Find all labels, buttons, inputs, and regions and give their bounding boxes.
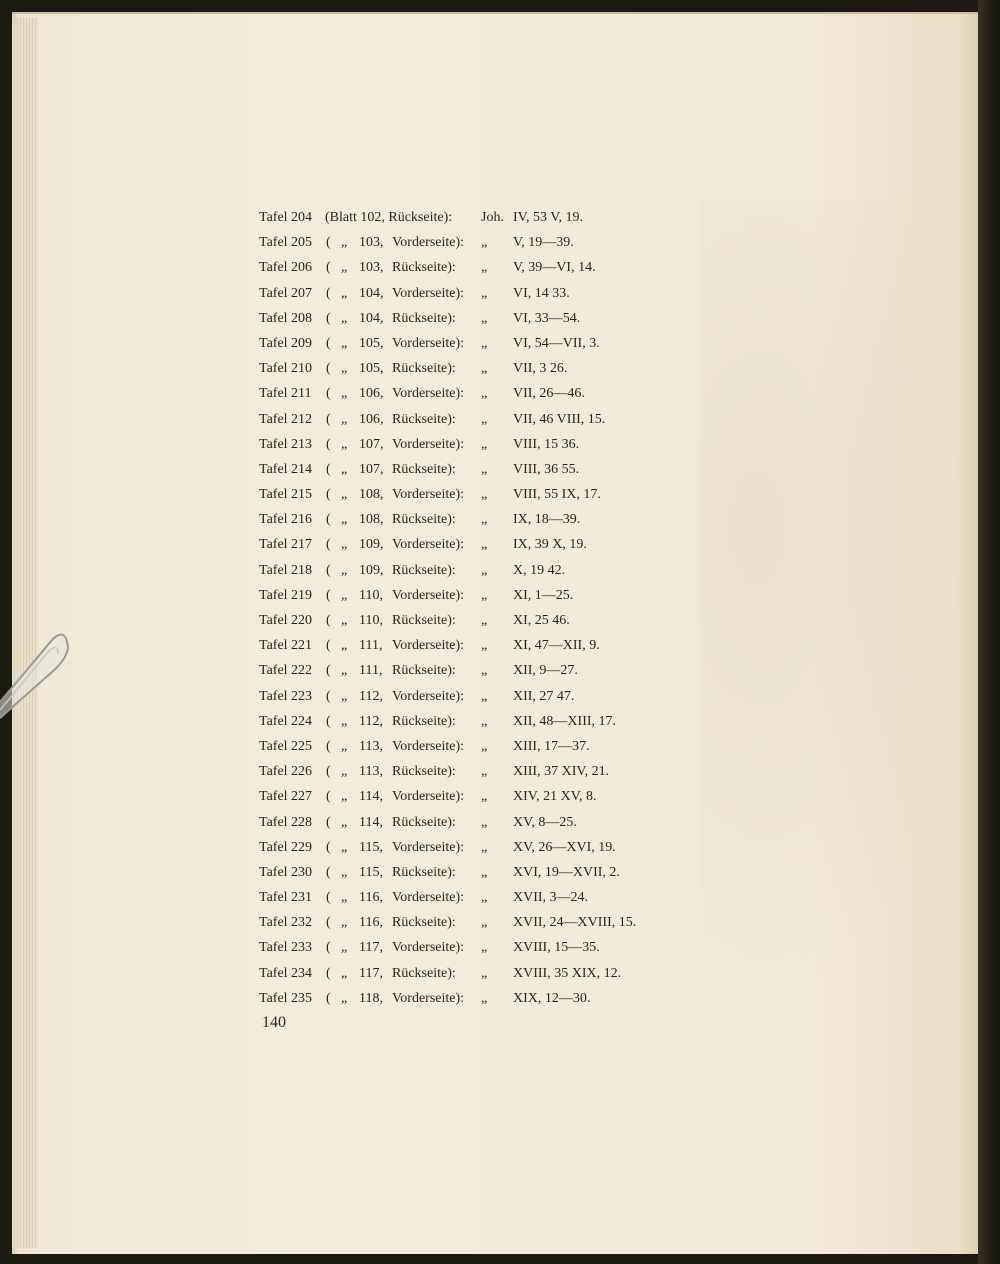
ditto-mark: „ (341, 335, 348, 351)
gospel-book: „ (481, 663, 488, 679)
blatt-open: ( (326, 310, 331, 326)
ditto-mark: „ (341, 537, 348, 553)
blatt-open: ( (326, 990, 331, 1006)
verse-range: XII, 27 47. (513, 688, 575, 704)
blatt-number: 107, (359, 461, 384, 477)
gospel-book: „ (481, 915, 488, 931)
verse-range: XIX, 12—30. (513, 990, 591, 1006)
gospel-book: „ (481, 537, 488, 553)
blatt-number: 117, (359, 965, 383, 981)
page-side: Rückseite): (392, 461, 456, 477)
ditto-mark: „ (341, 310, 348, 326)
blatt-open: ( (326, 613, 331, 628)
tafel-label: Tafel 204 (259, 210, 313, 225)
page-side: Vorderseite): (392, 638, 465, 654)
page-side: Rückseite): (392, 562, 456, 578)
tafel-label: Tafel 214 (259, 461, 313, 477)
index-row (259, 986, 679, 1011)
gospel-book: „ (481, 386, 488, 402)
index-row (259, 532, 679, 557)
page-side: Vorderseite): (392, 285, 465, 301)
ditto-mark: „ (341, 965, 348, 981)
tafel-label: Tafel 216 (259, 512, 313, 528)
blatt-number: 117, (359, 940, 383, 956)
verse-range: VII, 26—46. (513, 386, 585, 402)
tafel-label: Tafel 215 (259, 487, 313, 503)
ditto-mark: „ (341, 864, 348, 880)
tafel-label: Tafel 210 (259, 361, 313, 377)
gospel-book: „ (481, 235, 488, 251)
blatt-open: ( (326, 335, 331, 351)
page-side: Vorderseite): (392, 436, 465, 452)
blatt-open: ( (326, 738, 331, 754)
blatt-open: ( (326, 361, 331, 377)
blatt-open: ( (326, 436, 331, 452)
gospel-book: „ (481, 990, 488, 1006)
ditto-mark: „ (341, 411, 348, 427)
blatt-open: ( (326, 940, 331, 956)
show-through-text (700, 200, 980, 1020)
page-side: Vorderseite): (392, 688, 465, 704)
blatt-number: 105, (359, 335, 384, 351)
tafel-label: Tafel 227 (259, 789, 313, 805)
ditto-mark: „ (341, 814, 348, 830)
page-side: Vorderseite): (392, 335, 465, 351)
blatt-open: ( (326, 386, 331, 402)
page-side: Vorderseite): (392, 537, 465, 553)
tafel-label: Tafel 225 (259, 738, 313, 754)
gospel-book: „ (481, 587, 488, 603)
paper-clip-icon (0, 590, 80, 730)
tafel-label: Tafel 217 (259, 537, 313, 553)
index-row (259, 910, 679, 935)
index-row (259, 407, 679, 432)
ditto-mark: „ (341, 260, 348, 276)
blatt-number: 108, (359, 512, 384, 528)
blatt-number: 114, (359, 814, 383, 830)
blatt-open: ( (326, 713, 331, 729)
page-side: Rückseite): (392, 915, 456, 931)
gospel-book: „ (481, 814, 488, 830)
blatt-number: 111, (359, 638, 383, 654)
index-row (259, 860, 679, 885)
tafel-label: Tafel 209 (259, 335, 313, 351)
blatt-open: ( (326, 587, 331, 603)
gospel-book: „ (481, 789, 488, 805)
page-side: Vorderseite): (392, 487, 465, 503)
ditto-mark: „ (341, 688, 348, 704)
book-spine-edge (978, 0, 1000, 1264)
verse-range: XI, 1—25. (513, 587, 574, 603)
blatt-number: 107, (359, 436, 384, 452)
index-row (259, 784, 679, 809)
ditto-mark: „ (341, 587, 348, 603)
blatt-open: ( (326, 839, 331, 855)
index-row (259, 457, 679, 482)
tafel-label: Tafel 224 (259, 713, 313, 729)
blatt-number: 113, (359, 738, 383, 754)
page-side: Rückseite): (392, 713, 456, 729)
ditto-mark: „ (341, 487, 348, 503)
ditto-mark: „ (341, 713, 348, 729)
blatt-open: ( (326, 562, 331, 578)
gospel-book: „ (481, 638, 488, 654)
ditto-mark: „ (341, 285, 348, 301)
blatt-open: ( (326, 789, 331, 805)
tafel-label: Tafel 228 (259, 814, 313, 830)
tafel-label: Tafel 233 (259, 940, 313, 956)
verse-range: VI, 54—VII, 3. (513, 335, 600, 351)
index-row (259, 558, 679, 583)
tafel-label: Tafel 205 (259, 235, 313, 251)
ditto-mark: „ (341, 940, 348, 956)
ditto-mark: „ (341, 461, 348, 477)
blatt-number: 111, (359, 663, 383, 679)
page-side: Rückseite): (392, 512, 456, 528)
index-row (259, 961, 679, 986)
blatt-open: ( (326, 638, 331, 654)
page-side: Rückseite): (392, 814, 456, 830)
blatt-number: 115, (359, 839, 383, 855)
verse-range: XIV, 21 XV, 8. (513, 789, 597, 805)
page-side: Rückseite): (392, 613, 456, 628)
index-row (259, 331, 679, 356)
blatt-open: ( (326, 688, 331, 704)
page-side: Rückseite): (392, 965, 456, 981)
blatt-number: 112, (359, 713, 383, 729)
blatt-number: 108, (359, 487, 384, 503)
gospel-book: „ (481, 285, 488, 301)
tafel-label: Tafel 234 (259, 965, 313, 981)
blatt-number: 110, (359, 587, 383, 603)
page-side: Rückseite): (392, 663, 456, 679)
ditto-mark: „ (341, 235, 348, 251)
ditto-mark: „ (341, 839, 348, 855)
verse-range: XIII, 37 XIV, 21. (513, 764, 610, 780)
blatt-open: ( (326, 461, 331, 477)
index-row (259, 507, 679, 532)
index-row (259, 432, 679, 457)
verse-range: XI, 47—XII, 9. (513, 638, 600, 654)
tafel-label: Tafel 231 (259, 890, 313, 906)
gospel-book: „ (481, 764, 488, 780)
blatt-open: ( (326, 235, 331, 251)
index-row (259, 205, 679, 230)
index-row (259, 935, 679, 960)
ditto-mark: „ (341, 638, 348, 654)
verse-range: XVI, 19—XVII, 2. (513, 864, 620, 880)
tafel-label: Tafel 218 (259, 562, 313, 578)
blatt-open: ( (326, 512, 331, 528)
index-row (259, 306, 679, 331)
page-side: Vorderseite): (392, 839, 465, 855)
verse-range: XII, 48—XIII, 17. (513, 713, 617, 729)
verse-range: VIII, 15 36. (513, 436, 580, 452)
verse-range: VIII, 36 55. (513, 461, 580, 477)
ditto-mark: „ (341, 890, 348, 906)
page-side: Rückseite): (392, 864, 456, 880)
tafel-label: Tafel 207 (259, 285, 313, 301)
gospel-book: „ (481, 839, 488, 855)
verse-range: XV, 26—XVI, 19. (513, 839, 616, 855)
gospel-book: „ (481, 688, 488, 704)
gospel-book: „ (481, 738, 488, 754)
blatt-number: 106, (359, 386, 384, 402)
page-side: Rückseite): (392, 764, 456, 780)
tafel-label: Tafel 229 (259, 839, 313, 855)
verse-range: XIII, 17—37. (513, 738, 590, 754)
verse-range: V, 19—39. (513, 235, 574, 251)
tafel-label: Tafel 230 (259, 864, 313, 880)
blatt-number: 103, (359, 235, 384, 251)
index-row (259, 810, 679, 835)
index-row (259, 281, 679, 306)
gospel-book: Joh. (481, 210, 504, 225)
verse-range: VI, 33—54. (513, 310, 581, 326)
tafel-label: Tafel 220 (259, 613, 313, 628)
page-side: Vorderseite): (392, 235, 465, 251)
gospel-book: „ (481, 436, 488, 452)
tafel-label: Tafel 221 (259, 638, 313, 654)
tafel-label: Tafel 235 (259, 990, 313, 1006)
verse-range: IX, 39 X, 19. (513, 537, 587, 553)
tafel-label: Tafel 219 (259, 587, 313, 603)
gospel-book: „ (481, 965, 488, 981)
ditto-mark: „ (341, 990, 348, 1006)
page-side: Vorderseite): (392, 789, 465, 805)
verse-range: XVII, 24—XVIII, 15. (513, 915, 637, 931)
verse-range: IV, 53 V, 19. (513, 210, 584, 225)
blatt-open: ( (326, 965, 331, 981)
verse-range: XVII, 3—24. (513, 890, 589, 906)
verse-range: VI, 14 33. (513, 285, 570, 301)
blatt-open: (Blatt 102, Rückseite): (325, 210, 453, 225)
blatt-open: ( (326, 411, 331, 427)
ditto-mark: „ (341, 436, 348, 452)
blatt-open: ( (326, 663, 331, 679)
blatt-number: 110, (359, 613, 383, 628)
gospel-book: „ (481, 260, 488, 276)
page-side: Rückseite): (392, 411, 456, 427)
verse-range: XI, 25 46. (513, 613, 570, 628)
blatt-number: 109, (359, 562, 384, 578)
tafel-label: Tafel 223 (259, 688, 313, 704)
page-side: Vorderseite): (392, 890, 465, 906)
verse-range: IX, 18—39. (513, 512, 581, 528)
blatt-open: ( (326, 487, 331, 503)
ditto-mark: „ (341, 915, 348, 931)
gospel-book: „ (481, 361, 488, 377)
blatt-number: 113, (359, 764, 383, 780)
index-row (259, 709, 679, 734)
gospel-book: „ (481, 890, 488, 906)
gospel-book: „ (481, 461, 488, 477)
verse-range: XV, 8—25. (513, 814, 577, 830)
ditto-mark: „ (341, 764, 348, 780)
ditto-mark: „ (341, 386, 348, 402)
gospel-book: „ (481, 487, 488, 503)
index-row (259, 633, 679, 658)
verse-range: V, 39—VI, 14. (513, 260, 596, 276)
gospel-book: „ (481, 411, 488, 427)
page-side: Vorderseite): (392, 587, 465, 603)
gospel-book: „ (481, 713, 488, 729)
tafel-label: Tafel 213 (259, 436, 313, 452)
verse-range: VII, 3 26. (513, 361, 568, 377)
page-side: Rückseite): (392, 260, 456, 276)
gospel-book: „ (481, 512, 488, 528)
blatt-number: 104, (359, 310, 384, 326)
blatt-number: 115, (359, 864, 383, 880)
gospel-book: „ (481, 562, 488, 578)
tafel-label: Tafel 211 (259, 386, 312, 402)
blatt-number: 103, (359, 260, 384, 276)
index-row (259, 759, 679, 784)
index-row (259, 255, 679, 280)
index-row (259, 482, 679, 507)
blatt-open: ( (326, 864, 331, 880)
index-row (259, 835, 679, 860)
verse-range: XVIII, 35 XIX, 12. (513, 965, 622, 981)
verse-range: XII, 9—27. (513, 663, 578, 679)
page-side: Rückseite): (392, 310, 456, 326)
index-row (259, 583, 679, 608)
blatt-number: 116, (359, 890, 383, 906)
blatt-open: ( (326, 285, 331, 301)
gospel-book: „ (481, 310, 488, 326)
page-side: Vorderseite): (392, 940, 465, 956)
page-number: 140 (262, 1014, 286, 1031)
blatt-number: 116, (359, 915, 383, 931)
verse-range: VII, 46 VIII, 15. (513, 411, 606, 427)
gospel-book: „ (481, 335, 488, 351)
ditto-mark: „ (341, 663, 348, 679)
page-side: Vorderseite): (392, 990, 465, 1006)
index-row (259, 381, 679, 406)
tafel-label: Tafel 226 (259, 764, 313, 780)
ditto-mark: „ (341, 789, 348, 805)
ditto-mark: „ (341, 512, 348, 528)
index-row (259, 356, 679, 381)
ditto-mark: „ (341, 562, 348, 578)
index-row (259, 885, 679, 910)
blatt-number: 114, (359, 789, 383, 805)
tafel-label: Tafel 208 (259, 310, 313, 326)
blatt-number: 109, (359, 537, 384, 553)
ditto-mark: „ (341, 738, 348, 754)
blatt-number: 105, (359, 361, 384, 377)
ditto-mark: „ (341, 613, 348, 628)
tafel-label: Tafel 212 (259, 411, 313, 427)
blatt-number: 104, (359, 285, 384, 301)
plate-index-list (259, 205, 679, 1011)
index-row (259, 658, 679, 683)
blatt-number: 106, (359, 411, 384, 427)
blatt-number: 118, (359, 990, 383, 1006)
index-row (259, 684, 679, 709)
blatt-open: ( (326, 537, 331, 553)
blatt-open: ( (326, 260, 331, 276)
gospel-book: „ (481, 940, 488, 956)
blatt-number: 112, (359, 688, 383, 704)
page-side: Rückseite): (392, 361, 456, 377)
blatt-open: ( (326, 764, 331, 780)
tafel-label: Tafel 206 (259, 260, 313, 276)
index-row (259, 230, 679, 255)
tafel-label: Tafel 232 (259, 915, 313, 931)
index-row (259, 734, 679, 759)
page-side: Vorderseite): (392, 386, 465, 402)
gospel-book: „ (481, 613, 488, 628)
blatt-open: ( (326, 890, 331, 906)
index-row (259, 608, 679, 633)
blatt-open: ( (326, 814, 331, 830)
ditto-mark: „ (341, 361, 348, 377)
blatt-open: ( (326, 915, 331, 931)
gospel-book: „ (481, 864, 488, 880)
page-side: Vorderseite): (392, 738, 465, 754)
verse-range: VIII, 55 IX, 17. (513, 487, 601, 503)
verse-range: XVIII, 15—35. (513, 940, 600, 956)
tafel-label: Tafel 222 (259, 663, 313, 679)
verse-range: X, 19 42. (513, 562, 566, 578)
